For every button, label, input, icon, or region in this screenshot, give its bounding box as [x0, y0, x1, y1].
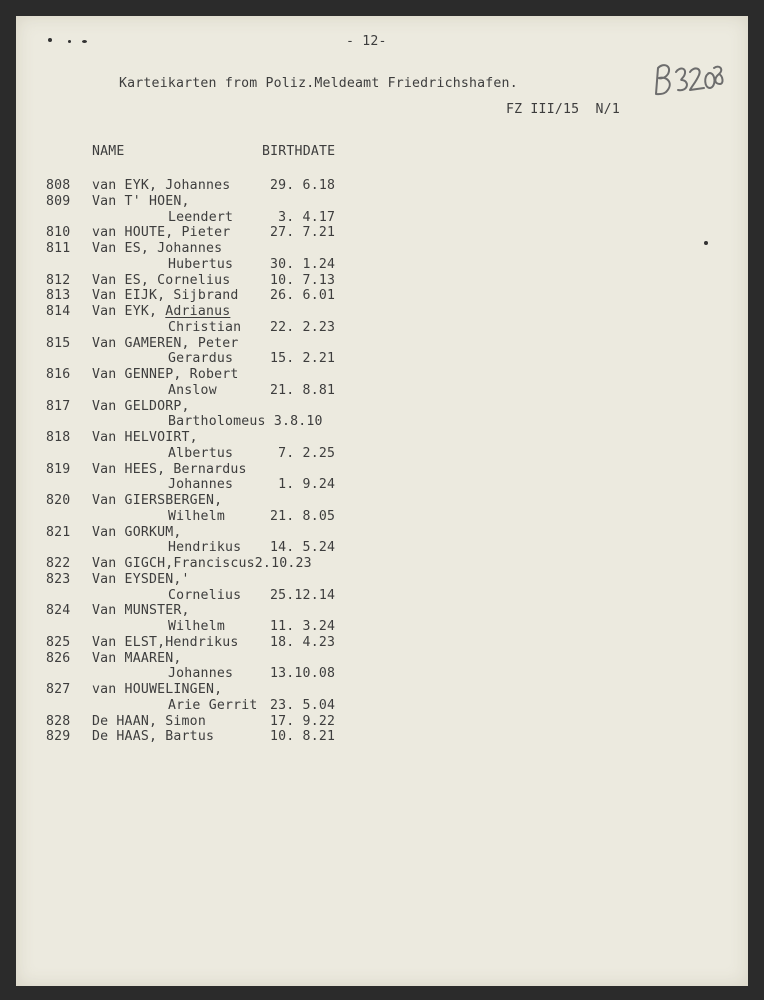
list-item — [46, 194, 466, 210]
entry-birthdate: 3. 4.17 — [270, 209, 336, 225]
entry-birthdate: 27. 7.21 — [270, 225, 336, 241]
column-header-birthdate: BIRTHDATE — [262, 144, 336, 159]
handwritten-note — [650, 54, 724, 100]
list-item-continuation — [46, 540, 466, 556]
entry-given-name: Hubertus — [168, 256, 234, 272]
entry-given-name: Hendrikus — [168, 540, 242, 556]
list-item-continuation — [46, 257, 466, 273]
list-item-continuation — [46, 210, 466, 226]
entry-birthdate: 1. 9.24 — [270, 477, 336, 493]
entry-birthdate: 15. 2.21 — [270, 351, 336, 367]
entry-birthdate: 7. 2.25 — [270, 445, 336, 461]
list-item — [46, 525, 466, 541]
entry-given-name: Cornelius — [168, 587, 242, 603]
list-item — [46, 288, 466, 304]
entry-number: 822 — [46, 556, 71, 571]
list-item — [46, 225, 466, 241]
entry-number: 827 — [46, 682, 71, 697]
entry-name: De HAAS, Bartus — [92, 729, 215, 745]
list-item-continuation — [46, 666, 466, 682]
entry-name: Van GIERSBERGEN, — [92, 493, 223, 508]
entry-birthdate: 18. 4.23 — [270, 634, 336, 650]
list-item — [46, 682, 466, 698]
list-item-continuation — [46, 698, 466, 714]
entry-given-name: Arie Gerrit — [168, 697, 258, 713]
entry-number: 817 — [46, 398, 71, 414]
entry-given-name: Bartholomeus 3.8.10 — [168, 414, 323, 430]
entry-given-name: Wilhelm — [168, 619, 225, 634]
list-item — [46, 651, 466, 667]
entry-number: 818 — [46, 430, 71, 445]
entry-given-name: Christian — [168, 319, 242, 335]
entry-number: 812 — [46, 272, 71, 288]
entry-birthdate: 23. 5.04 — [270, 697, 336, 713]
ink-speck — [68, 40, 71, 43]
entry-name: Van HELVOIRT, — [92, 430, 198, 445]
entry-number: 809 — [46, 193, 71, 209]
entry-birthdate: 10. 8.21 — [270, 729, 336, 745]
ink-speck — [48, 38, 52, 42]
list-item — [46, 273, 466, 289]
document-title: Karteikarten from Poliz.Meldeamt Friedrichshafen. — [119, 76, 518, 91]
entry-name: van HOUTE, Pieter — [92, 225, 231, 241]
entry-name: Van MAAREN, — [92, 650, 182, 666]
list-item — [46, 493, 466, 509]
list-item-continuation — [46, 619, 466, 635]
entry-number: 829 — [46, 729, 71, 745]
entry-name: Van ES, Johannes — [92, 241, 223, 256]
entry-number: 824 — [46, 603, 71, 619]
entry-number: 826 — [46, 650, 71, 666]
entry-number: 820 — [46, 493, 71, 508]
entry-given-name: Gerardus — [168, 351, 234, 367]
entry-name: Van GORKUM, — [92, 524, 182, 540]
ink-speck — [82, 40, 87, 43]
entry-name: Van EYSDEN,' — [92, 571, 190, 587]
entry-name: Van ES, Cornelius — [92, 272, 231, 288]
entry-name: Van EIJK, Sijbrand — [92, 288, 239, 304]
list-item — [46, 241, 466, 257]
list-item-continuation — [46, 320, 466, 336]
entry-birthdate: 14. 5.24 — [270, 540, 336, 556]
entry-name: Van GELDORP, — [92, 398, 190, 414]
entry-birthdate: 22. 2.23 — [270, 319, 336, 335]
list-item-continuation — [46, 414, 466, 430]
entry-birthdate: 10. 7.13 — [270, 272, 336, 288]
list-item — [46, 556, 466, 572]
list-item-continuation — [46, 351, 466, 367]
entry-number: 825 — [46, 634, 71, 650]
entry-number: 810 — [46, 225, 71, 241]
file-reference: FZ III/15 N/1 — [506, 102, 620, 117]
list-item — [46, 572, 466, 588]
list-item — [46, 178, 466, 194]
list-item — [46, 603, 466, 619]
entry-birthdate: 11. 3.24 — [270, 619, 336, 634]
entry-given-name: Wilhelm — [168, 508, 225, 524]
entry-birthdate: 13.10.08 — [270, 666, 336, 682]
list-item-continuation — [46, 477, 466, 493]
entry-number: 811 — [46, 241, 71, 256]
entry-name: De HAAN, Simon — [92, 713, 206, 729]
entry-birthdate: 21. 8.05 — [270, 508, 336, 524]
column-header-name: NAME — [92, 144, 125, 159]
entry-number: 828 — [46, 713, 71, 729]
list-item-continuation — [46, 588, 466, 604]
entry-number: 823 — [46, 571, 71, 587]
list-item — [46, 304, 466, 320]
entry-name: Van ELST,Hendrikus — [92, 634, 239, 650]
entry-number: 815 — [46, 335, 71, 351]
entry-number: 821 — [46, 524, 71, 540]
list-item — [46, 336, 466, 352]
entry-number: 808 — [46, 178, 71, 193]
entry-number: 819 — [46, 461, 71, 477]
entry-number: 816 — [46, 367, 71, 382]
list-item — [46, 729, 466, 745]
entry-name: van HOUWELINGEN, — [92, 682, 223, 697]
entry-birthdate: 21. 8.81 — [270, 382, 336, 398]
entry-birthdate: 26. 6.01 — [270, 288, 336, 304]
entry-given-name: Leendert — [168, 209, 234, 225]
list-item — [46, 430, 466, 446]
entry-birthdate: 29. 6.18 — [270, 178, 336, 193]
entry-birthdate: 17. 9.22 — [270, 713, 336, 729]
document-page — [16, 16, 748, 986]
list-item — [46, 367, 466, 383]
entry-number: 813 — [46, 288, 71, 304]
entry-given-name: Albertus — [168, 445, 234, 461]
entry-birthdate: 25.12.14 — [270, 587, 336, 603]
list-item — [46, 635, 466, 651]
list-item — [46, 399, 466, 415]
entry-number: 814 — [46, 304, 71, 319]
entry-name: Van T' HOEN, — [92, 193, 190, 209]
entry-given-name: Johannes — [168, 666, 234, 682]
entry-name: Van HEES, Bernardus — [92, 461, 247, 477]
list-item-continuation — [46, 509, 466, 525]
entry-name: Van EYK, Adrianus — [92, 304, 231, 319]
entry-given-name: Anslow — [168, 382, 217, 398]
ink-speck — [704, 241, 708, 245]
entry-name: Van MUNSTER, — [92, 603, 190, 619]
page-number: - 12- — [346, 34, 387, 49]
list-item — [46, 714, 466, 730]
entry-given-name: Johannes — [168, 477, 234, 493]
entry-name: van EYK, Johannes — [92, 178, 231, 193]
list-item-continuation — [46, 383, 466, 399]
list-item-continuation — [46, 446, 466, 462]
entry-name: Van GAMEREN, Peter — [92, 335, 239, 351]
list-item — [46, 462, 466, 478]
entry-name: Van GENNEP, Robert — [92, 367, 239, 382]
entry-list — [46, 178, 466, 745]
entry-birthdate: 30. 1.24 — [270, 256, 336, 272]
entry-name: Van GIGCH,Franciscus2.10.23 — [92, 556, 312, 571]
